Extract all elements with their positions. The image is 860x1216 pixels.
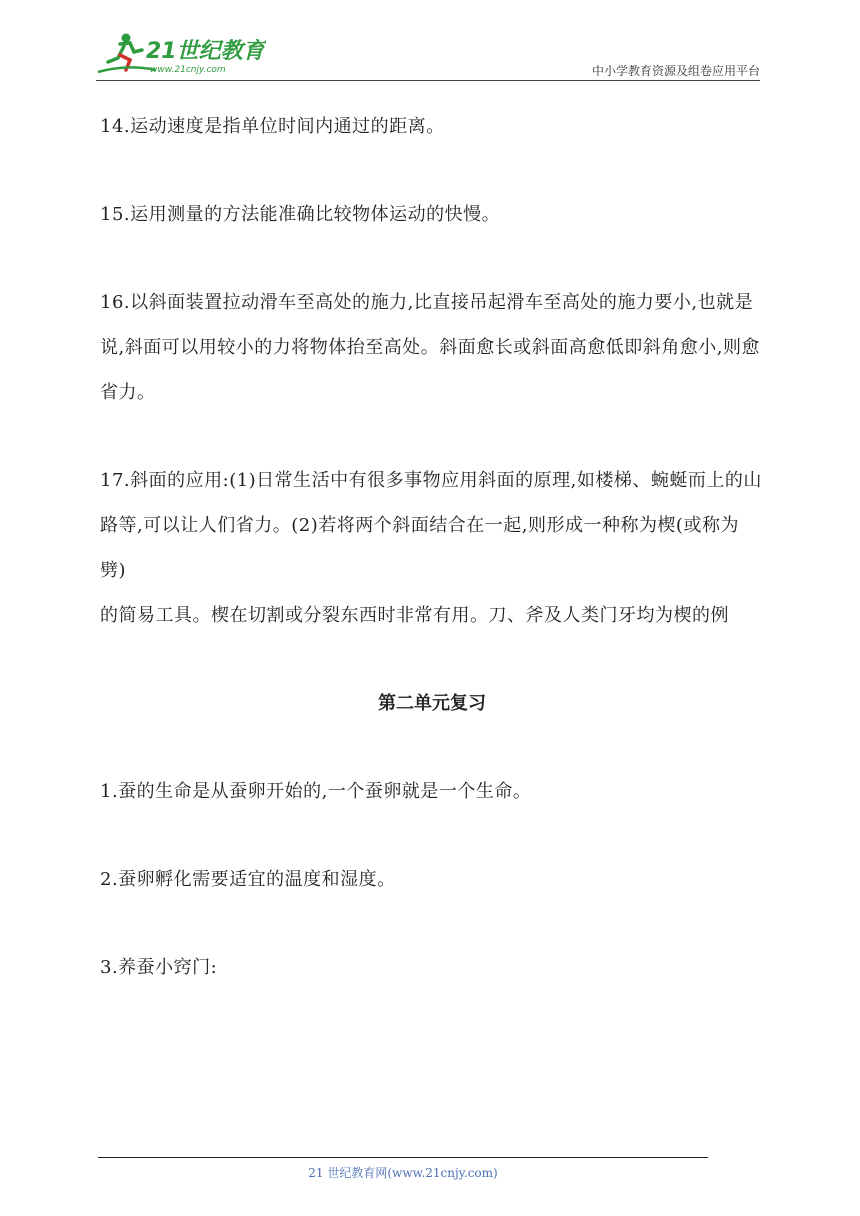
logo-url: www.21cnjy.com <box>150 65 226 75</box>
paragraph-15: 15.运用测量的方法能准确比较物体运动的快慢。 <box>100 204 501 225</box>
footer-link[interactable]: 21 世纪教育网(www.21cnjy.com) <box>308 1166 498 1180</box>
paragraph-16: 16.以斜面装置拉动滑车至高处的施力,比直接吊起滑车至高处的施力要小,也就是说,斜面可以用较小的力将物体抬至高处。斜面愈长或斜面高愈低即斜角愈小,则愈省力。 <box>100 292 760 403</box>
paragraph-17-part2: 的简易工具。楔在切割或分裂东西时非常有用。刀、斧及人类门牙均为楔的例 <box>100 605 729 626</box>
page-header <box>96 30 760 80</box>
paragraph-14: 14.运动速度是指单位时间内通过的距离。 <box>100 116 445 137</box>
header-divider <box>96 80 760 81</box>
unit2-item-1: 1.蚕的生命是从蚕卵开始的,一个蚕卵就是一个生命。 <box>100 781 532 802</box>
section-title: 第二单元复习 <box>378 693 486 714</box>
footer-divider <box>98 1157 708 1158</box>
site-logo <box>96 30 266 76</box>
unit2-item-2: 2.蚕卵孵化需要适宜的温度和湿度。 <box>100 869 396 890</box>
unit2-item-3: 3.养蚕小窍门: <box>100 957 218 978</box>
paragraph-17-part1: 17.斜面的应用:(1)日常生活中有很多事物应用斜面的原理,如楼梯、蜿蜒而上的山路等,可以让人们省力。(2)若将两个斜面结合在一起,则形成一种称为楔(或称为劈) <box>100 470 762 581</box>
platform-tagline: 中小学教育资源及组卷应用平台 <box>591 64 760 78</box>
page-footer <box>98 1157 708 1181</box>
logo-text: 21世纪教育 <box>146 39 265 64</box>
document-body <box>100 104 764 1033</box>
